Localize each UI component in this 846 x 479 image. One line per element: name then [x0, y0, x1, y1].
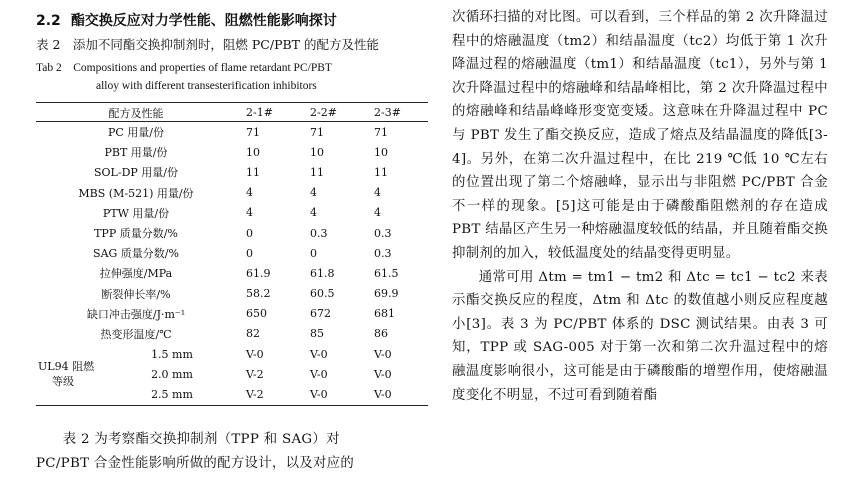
properties-table: [36, 103, 428, 405]
row-label: 断裂伸长率/%: [101, 287, 171, 301]
row-label: PC 用量/份: [107, 126, 165, 140]
table-cell: V-0: [374, 347, 392, 361]
table-cell: 10: [374, 145, 388, 159]
table-cell: 4: [246, 206, 253, 220]
header-cell: 2-2#: [310, 106, 337, 119]
table-cell: V-0: [310, 367, 328, 381]
table-cell: 0.3: [310, 226, 328, 240]
table-cell: 0: [246, 246, 253, 260]
ul94-label-line2: 等级: [52, 375, 74, 389]
right-body-text: [452, 6, 828, 407]
table-cell: V-0: [246, 347, 264, 361]
section-number: 2.2: [36, 13, 61, 29]
table-caption-cn: 表 2 添加不同酯交换抑制剂时，阻燃 PC/PBT 的配方及性能: [36, 37, 379, 52]
table-cell: 71: [246, 125, 260, 139]
table-cell: 69.9: [374, 287, 399, 301]
table-bottom-rule: [36, 405, 428, 406]
table-cell: 71: [374, 125, 388, 139]
table-cell: 85: [310, 327, 324, 341]
table-cell: 58.2: [246, 287, 271, 301]
table-caption-en-line1: Tab 2 Compositions and properties of flame retardant PC/PBT: [36, 62, 332, 74]
row-label: TPP 质量分数/%: [94, 227, 178, 241]
table-cell: 60.5: [310, 287, 335, 301]
table-row: [36, 284, 428, 304]
table-row: [36, 183, 428, 203]
table-cell: 4: [246, 186, 253, 200]
row-label: PTW 用量/份: [102, 206, 170, 220]
ul94-thickness: 1.5 mm: [151, 347, 193, 361]
table-cell: 681: [374, 307, 395, 321]
table-cell: 11: [246, 165, 260, 179]
row-label: 热变形温度/℃: [100, 327, 172, 341]
table-cell: 61.9: [246, 266, 271, 280]
table-cell: V-2: [246, 367, 264, 381]
table-cell: 11: [374, 165, 388, 179]
table-cell: 4: [374, 186, 381, 200]
table-row: [36, 142, 428, 162]
table-row: [36, 324, 428, 344]
table-body: [36, 122, 428, 405]
table-cell: V-0: [310, 388, 328, 402]
paragraph-line: PC/PBT 合金性能影响所做的配方设计，以及对应的: [36, 456, 355, 471]
row-label: 拉伸强度/MPa: [99, 267, 173, 281]
table-cell: 61.8: [310, 266, 335, 280]
table-cell: 10: [246, 145, 260, 159]
table-cell: 86: [374, 327, 388, 341]
table-row: [36, 122, 428, 142]
table-row: [36, 162, 428, 182]
row-label: SOL-DP 用量/份: [94, 166, 178, 180]
table-cell: V-2: [246, 388, 264, 402]
section-heading: [36, 10, 428, 30]
table-cell: 0: [246, 226, 253, 240]
table-cell: 4: [374, 206, 381, 220]
table-cell: 0.3: [374, 226, 392, 240]
table-cell: 650: [246, 307, 267, 321]
row-label: MBS (M-521) 用量/份: [78, 186, 194, 200]
ul94-group-label: [36, 344, 108, 405]
table-cell: V-0: [310, 347, 328, 361]
paragraph: 次循环扫描的对比图。可以看到，三个样品的第 2 次升降温过程中的熔融温度（tm2）和结晶温度（tc2）均低于第 1 次升降温过程的熔融温度（tm1）和结晶温度（tc1），另外与第 1 次升降温过程中的熔融峰和结晶峰相比，第 2 次升降温过程中的熔融峰和结晶峰峰形变宽变矮。这意味在升降温过程中 PC 与 PBT 发生了酯交换反应，造成了熔点及结晶温度的降低[3-4]。另外，在第二次升温过程中，在比 219 ℃低 10 ℃左右的位置出现了第二个熔融峰，显示出与非阻燃 PC/PBT 合金不一样的现象。[5]这可能是由于磷酸酯阻燃剂的存在造成 PBT 结晶区产生另一种熔融温度较低的结晶，并且随着酯交换抑制剂的加入，较低温度处的结晶变得更明显。: [452, 10, 828, 261]
table-cell: 0.3: [374, 246, 392, 260]
table-cell: 71: [310, 125, 324, 139]
ul94-thickness: 2.0 mm: [151, 367, 193, 381]
table-cell: 11: [310, 165, 324, 179]
paragraph: 通常可用 Δtm = tm1 − tm2 和 Δtc = tc1 − tc2 来表示酯交换反应的程度，Δtm 和 Δtc 的数值越小则反应程度越小[3]。表 3 为 PC/PBT 体系的 DSC 测试结果。由表 3 可知，TPP 或 SAG-005 对于第一次和第二次升温过程中的熔融温度影响很小，这可能是由于磷酸酯的增塑作用，使熔融温度变化不明显，不过可看到随着酯: [452, 269, 828, 403]
header-cell: 2-1#: [246, 106, 273, 119]
section-title: 酯交换反应对力学性能、阻燃性能影响探讨: [70, 13, 337, 29]
header-cell: 2-3#: [374, 106, 401, 119]
table-row: [36, 304, 428, 324]
table-cell: 672: [310, 307, 331, 321]
table-row: [36, 223, 428, 243]
table-cell: 82: [246, 327, 260, 341]
table-row: [36, 203, 428, 223]
row-label: PBT 用量/份: [104, 146, 168, 160]
table-cell: V-0: [374, 367, 392, 381]
row-label: 缺口冲击强度/J·m⁻¹: [86, 307, 186, 321]
table-caption-en-line2: alloy with different transesterification inhibitors: [96, 80, 317, 92]
table-row-ul94: [36, 344, 428, 364]
row-label: SAG 质量分数/%: [93, 247, 179, 261]
table-cell: 10: [310, 145, 324, 159]
table-cell: 4: [310, 186, 317, 200]
header-cell: 配方及性能: [108, 106, 164, 120]
table-header-row: [36, 103, 428, 122]
table-row: [36, 243, 428, 263]
ul94-label-line1: UL94 阻燃: [38, 359, 95, 373]
table-cell: V-0: [374, 388, 392, 402]
paragraph-line: 表 2 为考察酯交换抑制剂（TPP 和 SAG）对: [62, 432, 340, 447]
table-cell: 0: [310, 246, 317, 260]
table-row: [36, 263, 428, 283]
ul94-thickness: 2.5 mm: [151, 388, 193, 402]
left-body-paragraph: [36, 428, 428, 476]
table-cell: 4: [310, 206, 317, 220]
table-cell: 61.5: [374, 266, 399, 280]
